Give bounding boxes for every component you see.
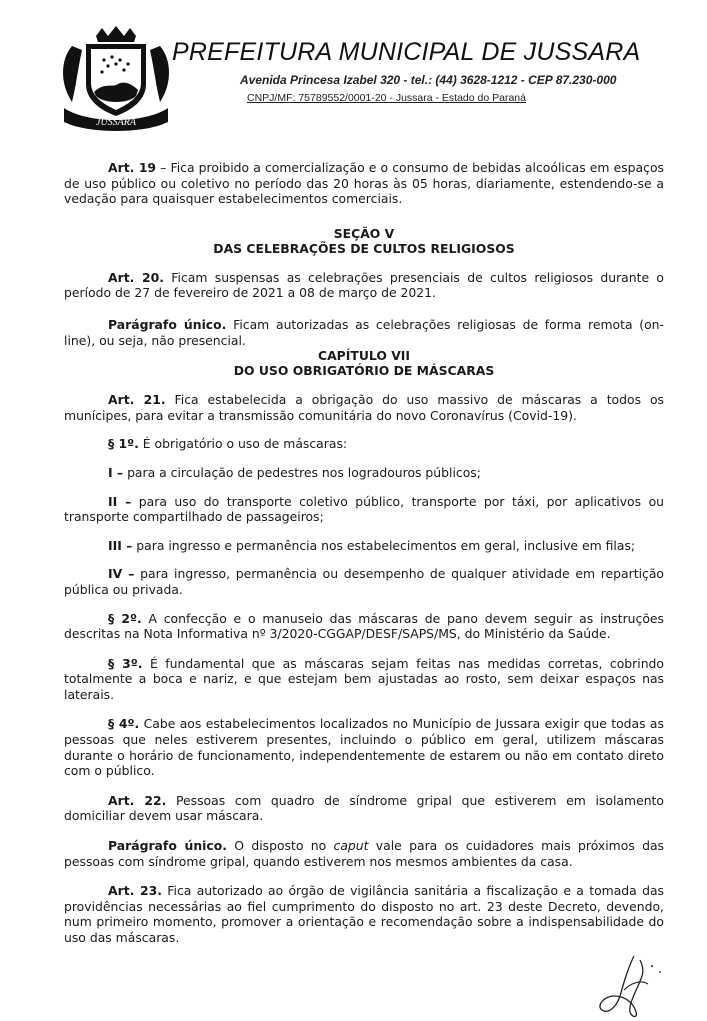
inciso-text: para a circulação de pedestres nos logradouros públicos;	[123, 464, 481, 480]
article-label: Art. 21.	[108, 392, 166, 408]
inciso-1	[64, 465, 664, 481]
paragraph-3	[64, 656, 664, 703]
header-title: PREFEITURA MUNICIPAL DE JUSSARA	[172, 38, 641, 66]
crest-ribbon-text: JUSSARA	[96, 117, 136, 128]
caput-term: caput	[333, 838, 369, 854]
paragraph-2	[64, 611, 664, 642]
article-label: Art. 23.	[108, 883, 162, 899]
inciso-text: para uso do transporte coletivo público, transporte por táxi, por aplicativos ou transporte compartilhado de passageiros;	[64, 493, 664, 525]
inciso-3	[64, 538, 664, 554]
header-cnpj: CNPJ/MF: 75789552/0001-20 - Jussara - Estado do Paraná	[247, 92, 526, 104]
article-20	[64, 270, 664, 301]
article-label: Art. 19	[108, 160, 157, 175]
paragraph-label: § 4º.	[108, 716, 140, 732]
article-22	[64, 793, 664, 824]
article-text: Pessoas com quadro de síndrome gripal que estiverem em isolamento domiciliar devem usar máscara.	[64, 792, 664, 824]
section-heading-line2: DAS CELEBRAÇÕES DE CULTOS RELIGIOSOS	[213, 240, 515, 256]
paragraph-text-end: vale para os cuidadores mais próximos das pessoas com síndrome gripal, quando estiverem nos mesmos ambientes da casa.	[64, 838, 665, 869]
paragraph-text: É fundamental que as máscaras sejam feitas nas medidas corretas, cobrindo totalmente a boca e nariz, e que estejam bem ajustadas ao rosto, sem deixar espaços nas laterais.	[64, 655, 665, 702]
paragraph-text: A confecção e o manuseio das máscaras de pano devem seguir as instruções descritas na Nota Informativa nº 3/2020-CGGAP/DESF/SAPS/MS, do Ministério da Saúde.	[64, 610, 664, 642]
paragraph-label: § 2º.	[108, 610, 142, 626]
paragraph-unico-2	[64, 838, 664, 869]
header-address: Avenida Princesa Izabel 320 - tel.: (44) 3628-1212 - CEP 87.230-000	[240, 73, 617, 87]
paragraph-1	[64, 436, 664, 452]
article-text: Fica estabelecida a obrigação do uso massivo de máscaras a todos os munícipes, para evitar a transmissão comunitária do novo Coronavírus (Covid-19).	[64, 392, 665, 423]
paragraph-text: Cabe aos estabelecimentos localizados no Município de Jussara exigir que todas as pessoas que neles estiverem presentes, incluindo o público em geral, utilizem máscaras durante o horário de funcionamento, independentemente de estarem ou não em contato direto com o público.	[64, 716, 664, 779]
paragraph-label: § 3º.	[108, 655, 143, 671]
paragraph-unico-1	[64, 317, 664, 348]
paragraph-4	[64, 716, 664, 778]
article-19	[64, 160, 664, 207]
article-label: Art. 22.	[108, 792, 167, 808]
inciso-label: II –	[108, 493, 132, 509]
document-body	[64, 160, 664, 946]
paragraph-text: Ficam autorizadas as celebrações religiosas de forma remota (on-line), ou seja, não presencial.	[64, 316, 665, 348]
chapter-heading-line1: CAPÍTULO VII	[318, 348, 410, 364]
article-23	[64, 883, 664, 945]
paragraph-text: O disposto no	[226, 838, 334, 854]
municipal-crest-logo	[58, 26, 174, 132]
chapter-heading-line2: DO USO OBRIGATÓRIO DE MÁSCARAS	[233, 363, 495, 379]
inciso-text: para ingresso, permanência ou desempenho de qualquer atividade em repartição pública ou privada.	[64, 566, 664, 597]
paragraph-text: É obrigatório o uso de máscaras:	[138, 436, 348, 452]
article-label: Art. 20.	[108, 269, 164, 285]
inciso-label: IV –	[108, 566, 135, 582]
article-text: Fica autorizado ao órgão de vigilância sanitária a fiscalização e a tomada das providências necessárias ao fiel cumprimento do disposto no art. 23 deste Decreto, devendo, num primeiro momento, promover a orientação e recomendação sobre a indispensabilidade do uso das máscaras.	[64, 883, 665, 945]
article-text: Ficam suspensas as celebrações presenciais de cultos religiosos durante o período de 27 de fevereiro de 2021 a 08 de março de 2021.	[64, 269, 664, 301]
inciso-4	[64, 566, 664, 597]
article-text: – Fica proibido a comercialização e o consumo de bebidas alcoólicas em espaços de uso público ou coletivo no período das 20 horas às 05 horas, diariamente, estendendo-se a vedação para quaisquer estabelecimentos comerciais.	[64, 160, 664, 207]
paragraph-label: Parágrafo único.	[108, 316, 227, 332]
inciso-2	[64, 494, 664, 525]
inciso-label: I –	[108, 464, 124, 480]
inciso-text: para ingresso e permanência nos estabelecimentos em geral, inclusive em filas;	[132, 537, 636, 553]
paragraph-label: § 1º.	[108, 436, 139, 452]
section-heading-line1: SEÇÃO V	[333, 225, 395, 241]
inciso-label: III –	[108, 537, 133, 553]
signature-mark	[594, 952, 674, 1020]
article-21	[64, 392, 664, 423]
paragraph-label: Parágrafo único.	[108, 838, 227, 854]
